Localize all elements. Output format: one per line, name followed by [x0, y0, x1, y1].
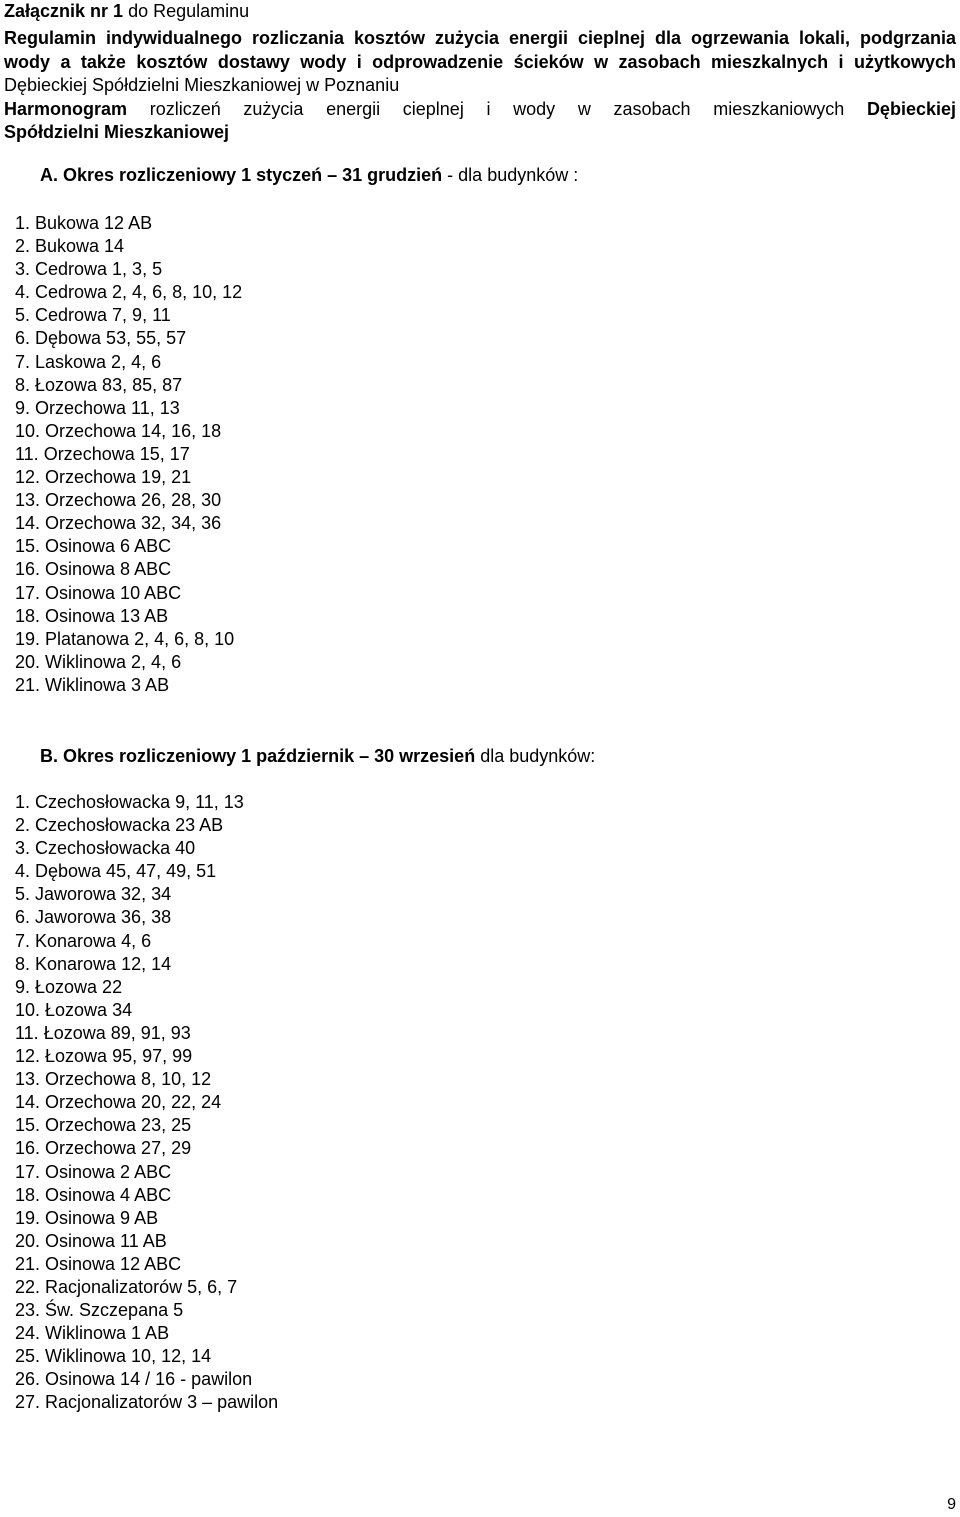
- section-a-heading: [40, 164, 578, 186]
- building-list-item: 14. Orzechowa 32, 34, 36: [15, 513, 222, 534]
- section-a-letter: A.: [40, 165, 58, 185]
- regulation-owner: Dębieckiej Spółdzielni Mieszkaniowej w Poznaniu: [4, 75, 400, 95]
- building-list-item: 13. Orzechowa 26, 28, 30: [15, 490, 222, 511]
- building-list-item: 4. Dębowa 45, 47, 49, 51: [15, 861, 217, 882]
- section-a-suffix: - dla budynków :: [442, 165, 579, 185]
- building-list-item: 9. Orzechowa 11, 13: [15, 397, 180, 418]
- building-list-item: 6. Jaworowa 36, 38: [15, 907, 172, 928]
- building-list-item: 13. Orzechowa 8, 10, 12: [15, 1069, 212, 1090]
- building-list-item: 12. Orzechowa 19, 21: [15, 467, 192, 488]
- building-list-item: 16. Osinowa 8 ABC: [15, 559, 172, 580]
- building-list-item: 8. Łozowa 83, 85, 87: [15, 374, 183, 395]
- schedule-owner: Dębieckiej: [866, 98, 956, 119]
- building-list-item: 20. Osinowa 11 AB: [15, 1230, 167, 1251]
- building-list-item: 1. Czechosłowacka 9, 11, 13: [15, 792, 244, 812]
- building-list-item: 5. Jaworowa 32, 34: [15, 884, 172, 905]
- regulation-title: Regulamin indywidualnego rozliczania kosztów zużycia energii cieplnej dla ogrzewania lokali, podgrzania wody a także kosztów dostawy wody i odprowadzenie ścieków w zasobach mieszkalnych i użytkowych: [4, 28, 956, 72]
- building-list-item: 21. Osinowa 12 ABC: [15, 1253, 182, 1274]
- intro-block: [4, 27, 956, 145]
- building-list-item: 16. Orzechowa 27, 29: [15, 1138, 192, 1159]
- building-list-item: 15. Osinowa 6 ABC: [15, 536, 172, 557]
- building-list-item: 20. Wiklinowa 2, 4, 6: [15, 651, 182, 672]
- attachment-header: [4, 0, 249, 22]
- building-list-item: 22. Racjonalizatorów 5, 6, 7: [15, 1276, 238, 1297]
- building-list-item: 2. Bukowa 14: [15, 236, 125, 257]
- building-list-item: 19. Osinowa 9 AB: [15, 1207, 159, 1228]
- intro-paragraph-schedule: [4, 98, 956, 122]
- building-list-item: 24. Wiklinowa 1 AB: [15, 1323, 170, 1344]
- building-list-item: 18. Osinowa 4 ABC: [15, 1184, 172, 1205]
- page-number: 9: [947, 1496, 956, 1513]
- building-list-item: 3. Czechosłowacka 40: [15, 838, 196, 859]
- building-list-item: 8. Konarowa 12, 14: [15, 953, 172, 974]
- building-list-item: 7. Laskowa 2, 4, 6: [15, 351, 162, 372]
- section-a-period: Okres rozliczeniowy 1 styczeń – 31 grudzień: [63, 165, 443, 185]
- building-list-item: 14. Orzechowa 20, 22, 24: [15, 1092, 222, 1113]
- building-list-item: 2. Czechosłowacka 23 AB: [15, 815, 224, 836]
- section-b-period: Okres rozliczeniowy 1 październik – 30 wrzesień: [63, 746, 476, 766]
- section-a-building-list: [15, 212, 242, 697]
- building-list-item: 26. Osinowa 14 / 16 - pawilon: [15, 1369, 253, 1390]
- building-list-item: 11. Łozowa 89, 91, 93: [15, 1022, 191, 1043]
- section-b-building-list: [15, 791, 278, 1415]
- building-list-item: 11. Orzechowa 15, 17: [15, 443, 190, 464]
- schedule-text: rozliczeń zużycia energii cieplnej i wody w zasobach mieszkaniowych: [127, 98, 867, 119]
- schedule-owner-cont: Spółdzielni Mieszkaniowej: [4, 122, 230, 142]
- building-list-item: 23. Św. Szczepana 5: [15, 1300, 184, 1321]
- schedule-label: Harmonogram: [4, 98, 128, 119]
- attachment-rest: do Regulaminu: [123, 1, 250, 21]
- building-list-item: 10. Łozowa 34: [15, 999, 133, 1020]
- building-list-item: 5. Cedrowa 7, 9, 11: [15, 305, 171, 326]
- building-list-item: 1. Bukowa 12 AB: [15, 213, 153, 233]
- building-list-item: 7. Konarowa 4, 6: [15, 930, 152, 951]
- building-list-item: 4. Cedrowa 2, 4, 6, 8, 10, 12: [15, 282, 243, 303]
- building-list-item: 6. Dębowa 53, 55, 57: [15, 328, 187, 349]
- building-list-item: 9. Łozowa 22: [15, 976, 123, 997]
- building-list-item: 17. Osinowa 10 ABC: [15, 582, 182, 603]
- attachment-label: Załącznik nr 1: [4, 1, 124, 21]
- building-list-item: 10. Orzechowa 14, 16, 18: [15, 420, 222, 441]
- section-b-letter: B.: [40, 746, 58, 766]
- building-list-item: 19. Platanowa 2, 4, 6, 8, 10: [15, 628, 235, 649]
- building-list-item: 27. Racjonalizatorów 3 – pawilon: [15, 1392, 279, 1413]
- intro-paragraph-title: [4, 27, 956, 98]
- building-list-item: 25. Wiklinowa 10, 12, 14: [15, 1346, 212, 1367]
- building-list-item: 3. Cedrowa 1, 3, 5: [15, 259, 163, 280]
- building-list-item: 21. Wiklinowa 3 AB: [15, 674, 170, 695]
- section-b-suffix: dla budynków:: [475, 746, 596, 766]
- building-list-item: 18. Osinowa 13 AB: [15, 605, 169, 626]
- building-list-item: 15. Orzechowa 23, 25: [15, 1115, 192, 1136]
- building-list-item: 12. Łozowa 95, 97, 99: [15, 1046, 193, 1067]
- building-list-item: 17. Osinowa 2 ABC: [15, 1161, 172, 1182]
- intro-paragraph-owner: [4, 121, 956, 145]
- section-b-heading: [40, 745, 595, 767]
